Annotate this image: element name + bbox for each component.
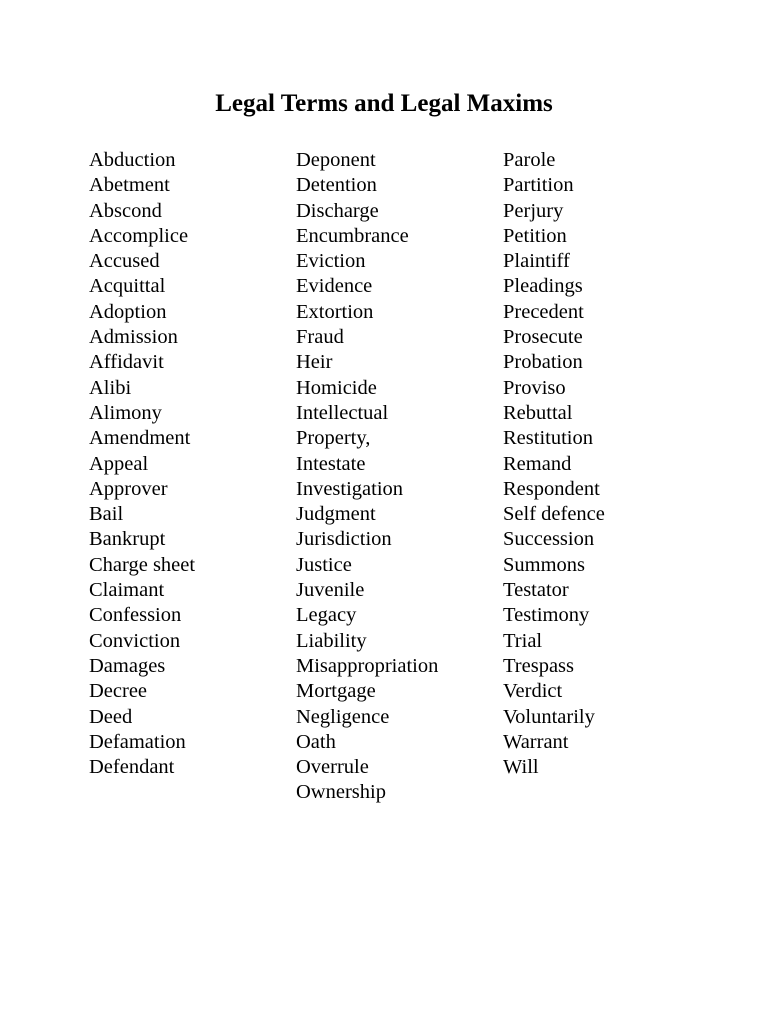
term-item: Evidence	[296, 275, 373, 298]
term-item: Will	[503, 756, 539, 779]
term-item: Prosecute	[503, 326, 583, 349]
term-item: Abscond	[89, 199, 162, 222]
terms-column-3	[503, 148, 605, 780]
term-item: Summons	[503, 553, 586, 576]
term-item: Acquittal	[89, 275, 166, 298]
term-item: Defamation	[89, 730, 186, 753]
term-item: Intestate	[296, 452, 366, 475]
terms-column-1	[89, 148, 195, 780]
term-item: Decree	[89, 680, 148, 703]
term-item: Investigation	[296, 477, 404, 500]
term-item: Rebuttal	[503, 401, 573, 424]
page-title: Legal Terms and Legal Maxims	[215, 90, 553, 117]
term-item: Alibi	[89, 376, 132, 399]
term-item: Abduction	[89, 149, 176, 171]
term-item: Conviction	[89, 629, 181, 652]
term-item: Affidavit	[89, 351, 164, 374]
term-item: Jurisdiction	[296, 528, 392, 551]
term-item: Deed	[89, 705, 133, 728]
term-item: Encumbrance	[296, 224, 409, 247]
term-item: Accomplice	[89, 224, 189, 247]
term-item: Probation	[503, 351, 583, 374]
term-item: Appeal	[89, 452, 149, 475]
term-item: Eviction	[296, 250, 366, 273]
term-item: Alimony	[89, 401, 162, 424]
term-item: Adoption	[89, 300, 167, 323]
term-item: Accused	[89, 250, 160, 273]
term-item: Testator	[503, 579, 569, 602]
term-item: Deponent	[296, 149, 376, 171]
term-item: Justice	[296, 553, 352, 576]
term-item: Restitution	[503, 427, 593, 450]
term-item: Claimant	[89, 579, 165, 602]
term-item: Pleadings	[503, 275, 583, 298]
term-item: Intellectual	[296, 401, 389, 424]
term-item: Overrule	[296, 756, 369, 779]
term-item: Testimony	[503, 604, 590, 627]
term-item: Respondent	[503, 477, 600, 500]
term-item: Proviso	[503, 376, 566, 399]
term-item: Verdict	[503, 680, 563, 703]
term-item: Bail	[89, 503, 124, 526]
term-item: Admission	[89, 326, 178, 349]
term-item: Damages	[89, 654, 166, 677]
term-item: Remand	[503, 452, 572, 475]
term-item: Misappropriation	[296, 654, 439, 677]
term-item: Trespass	[503, 654, 575, 677]
term-item: Oath	[296, 730, 336, 753]
term-item: Defendant	[89, 756, 175, 779]
terms-column-2	[296, 148, 438, 806]
term-item: Discharge	[296, 199, 379, 222]
term-item: Ownership	[296, 781, 386, 804]
term-item: Amendment	[89, 427, 191, 450]
term-item: Homicide	[296, 376, 377, 399]
term-item: Judgment	[296, 503, 376, 526]
term-item: Precedent	[503, 300, 584, 323]
term-item: Trial	[503, 629, 543, 652]
term-item: Succession	[503, 528, 595, 551]
term-item: Charge sheet	[89, 553, 196, 576]
term-item: Negligence	[296, 705, 390, 728]
term-item: Partition	[503, 174, 574, 197]
term-item: Approver	[89, 477, 168, 500]
term-item: Juvenile	[296, 579, 365, 602]
term-item: Self defence	[503, 503, 605, 526]
term-item: Parole	[503, 149, 556, 171]
term-item: Warrant	[503, 730, 569, 753]
term-item: Perjury	[503, 199, 564, 222]
term-item: Legacy	[296, 604, 357, 627]
term-item: Heir	[296, 351, 333, 374]
term-item: Abetment	[89, 174, 170, 197]
term-item: Plaintiff	[503, 250, 570, 273]
term-item: Bankrupt	[89, 528, 166, 551]
term-item: Confession	[89, 604, 182, 627]
term-item: Liability	[296, 629, 367, 652]
term-item: Petition	[503, 224, 567, 247]
term-item: Detention	[296, 174, 377, 197]
term-item: Mortgage	[296, 680, 376, 703]
term-item: Property,	[296, 427, 371, 450]
term-item: Extortion	[296, 300, 374, 323]
term-item: Fraud	[296, 326, 344, 349]
term-item: Voluntarily	[503, 705, 595, 728]
